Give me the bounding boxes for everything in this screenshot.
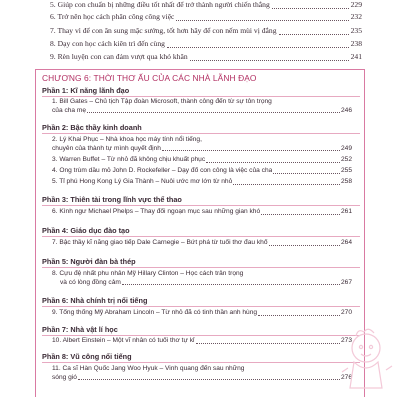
toc-entry [52, 270, 352, 287]
toc-entry [52, 98, 352, 115]
page-number: 261 [340, 208, 352, 215]
part-divider [42, 362, 360, 363]
leader-dots [122, 284, 340, 285]
entry-text: 9. Rèn luyện con can đảm vượt qua khó khăn [50, 52, 188, 61]
part-heading-3: Phần 3: Thiên tài trong lĩnh vực thể thao [42, 195, 182, 204]
part-heading-5: Phần 5: Người đàn bà thép [42, 257, 136, 266]
page-number: 241 [350, 52, 362, 61]
leader-dots [273, 173, 340, 174]
page-number: 252 [340, 156, 352, 163]
part-divider [42, 205, 360, 206]
page-number: 273 [340, 337, 352, 344]
leader-dots [162, 150, 340, 151]
page-number: 264 [340, 239, 352, 246]
page-number: 276 [340, 373, 352, 381]
toc-entry [52, 178, 352, 187]
page-number: 238 [350, 39, 362, 48]
page-number: 258 [340, 178, 352, 185]
entry-line: 2. Lý Khai Phục – Nhà khoa học máy tính nổi tiếng, [52, 136, 202, 143]
leader-dots [196, 343, 340, 344]
part-heading-8: Phần 8: Vũ công nổi tiếng [42, 352, 132, 361]
part-heading-6: Phần 6: Nhà chính trị nổi tiếng [42, 296, 148, 305]
entry-line: sóng gió [52, 373, 77, 381]
leader-dots [261, 214, 340, 215]
part-heading-7: Phần 7: Nhà vật lí học [42, 325, 118, 334]
leader-dots [233, 184, 340, 185]
toc-entry [52, 208, 352, 217]
leader-dots [190, 60, 349, 61]
leader-dots [269, 245, 340, 246]
leader-dots [258, 315, 340, 316]
page-number: 232 [350, 12, 362, 21]
page-number: 229 [350, 0, 362, 9]
part-heading-1: Phần 1: Kĩ năng lãnh đạo [42, 86, 130, 95]
leader-dots [78, 379, 340, 380]
leader-dots [279, 34, 349, 35]
entry-line: của cha mẹ [52, 106, 87, 114]
entry-line: 11. Ca sĩ Hàn Quốc Jang Woo Hyuk – Vinh quang đến sau những [52, 365, 245, 372]
entry-line: và có lòng đồng cảm [60, 278, 121, 286]
leader-dots [87, 112, 340, 113]
part-divider [42, 133, 360, 134]
entry-text: 7. Thay vì để con ăn sung mặc sướng, tốt hơn hãy để con nếm mùi vị đắng [50, 26, 277, 35]
toc-entry [52, 309, 352, 318]
part-divider [42, 236, 360, 237]
page-number: 270 [340, 309, 352, 316]
entry-line: 10. Albert Einstein – Một vĩ nhân có tuổi thơ tự kỉ [52, 337, 195, 344]
part-divider [42, 306, 360, 307]
toc-entry-top-0 [50, 0, 362, 11]
page-number: 267 [340, 278, 352, 286]
leader-dots [167, 47, 349, 48]
toc-entry-top-3 [50, 39, 362, 50]
leader-dots [176, 20, 348, 21]
page-number: 255 [340, 167, 352, 174]
entry-line: chuyên của thành tự mình quyết định [52, 144, 161, 152]
entry-line: 9. Tổng thống Mỹ Abraham Lincoln – Từ nhỏ đã có tinh thần anh hùng [52, 309, 258, 316]
entry-line: 8. Cựu đệ nhất phu nhân Mỹ Hillary Clinton – Học cách trân trọng [52, 270, 244, 277]
toc-entry [52, 136, 352, 153]
toc-entry [52, 365, 352, 382]
entry-line: 5. Tỉ phú Hong Kong Lý Gia Thành – Nuôi ước mơ lớn từ nhỏ [52, 178, 233, 185]
part-divider [42, 96, 360, 97]
entry-line: 6. Kình ngư Michael Phelps – Thay đổi ngoạn mục sau những gian khó [52, 208, 261, 215]
entry-text: 6. Trở nên học cách phân công công việc [50, 12, 175, 21]
decorative-doodle-icon [334, 322, 394, 392]
leader-dots [272, 8, 349, 9]
toc-entry [52, 156, 352, 165]
chapter-title: CHƯƠNG 6: THỜI THƠ ẤU CỦA CÁC NHÀ LÃNH ĐẠO [42, 73, 257, 83]
toc-entry-top-2 [50, 26, 362, 37]
part-divider [42, 267, 360, 268]
page-number: 246 [340, 106, 352, 114]
part-divider [42, 335, 360, 336]
leader-dots [206, 162, 340, 163]
part-heading-4: Phần 4: Giáo dục đào tạo [42, 226, 130, 235]
toc-entry [52, 239, 352, 248]
part-heading-2: Phần 2: Bậc thầy kinh doanh [42, 123, 142, 132]
entry-line: 3. Warren Buffet – Từ nhỏ đã không chịu khuất phục [52, 156, 206, 163]
toc-entry-top-4 [50, 52, 362, 63]
toc-entry [52, 167, 352, 176]
page-number: 235 [350, 26, 362, 35]
entry-line: 7. Bậc thầy kĩ năng giao tiếp Dale Carnegie – Bứt phá từ tuổi thơ đau khổ [52, 239, 268, 246]
toc-entry-top-1 [50, 12, 362, 23]
entry-line: 4. Ông trùm dầu mỏ John D. Rockefeller – Dạy đổ con công là việc của cha [52, 167, 273, 174]
toc-entry [52, 337, 352, 346]
page-number: 249 [340, 144, 352, 152]
entry-text: 5. Giúp con chuẩn bị những điều tốt nhất để trở thành người chiến thắng [50, 0, 270, 9]
entry-text: 8. Dạy con học cách kiên trì đến cùng [50, 39, 165, 48]
entry-line: 1. Bill Gates – Chủ tịch Tập đoàn Microsoft, thành công đến từ sự tôn trọng [52, 98, 272, 105]
